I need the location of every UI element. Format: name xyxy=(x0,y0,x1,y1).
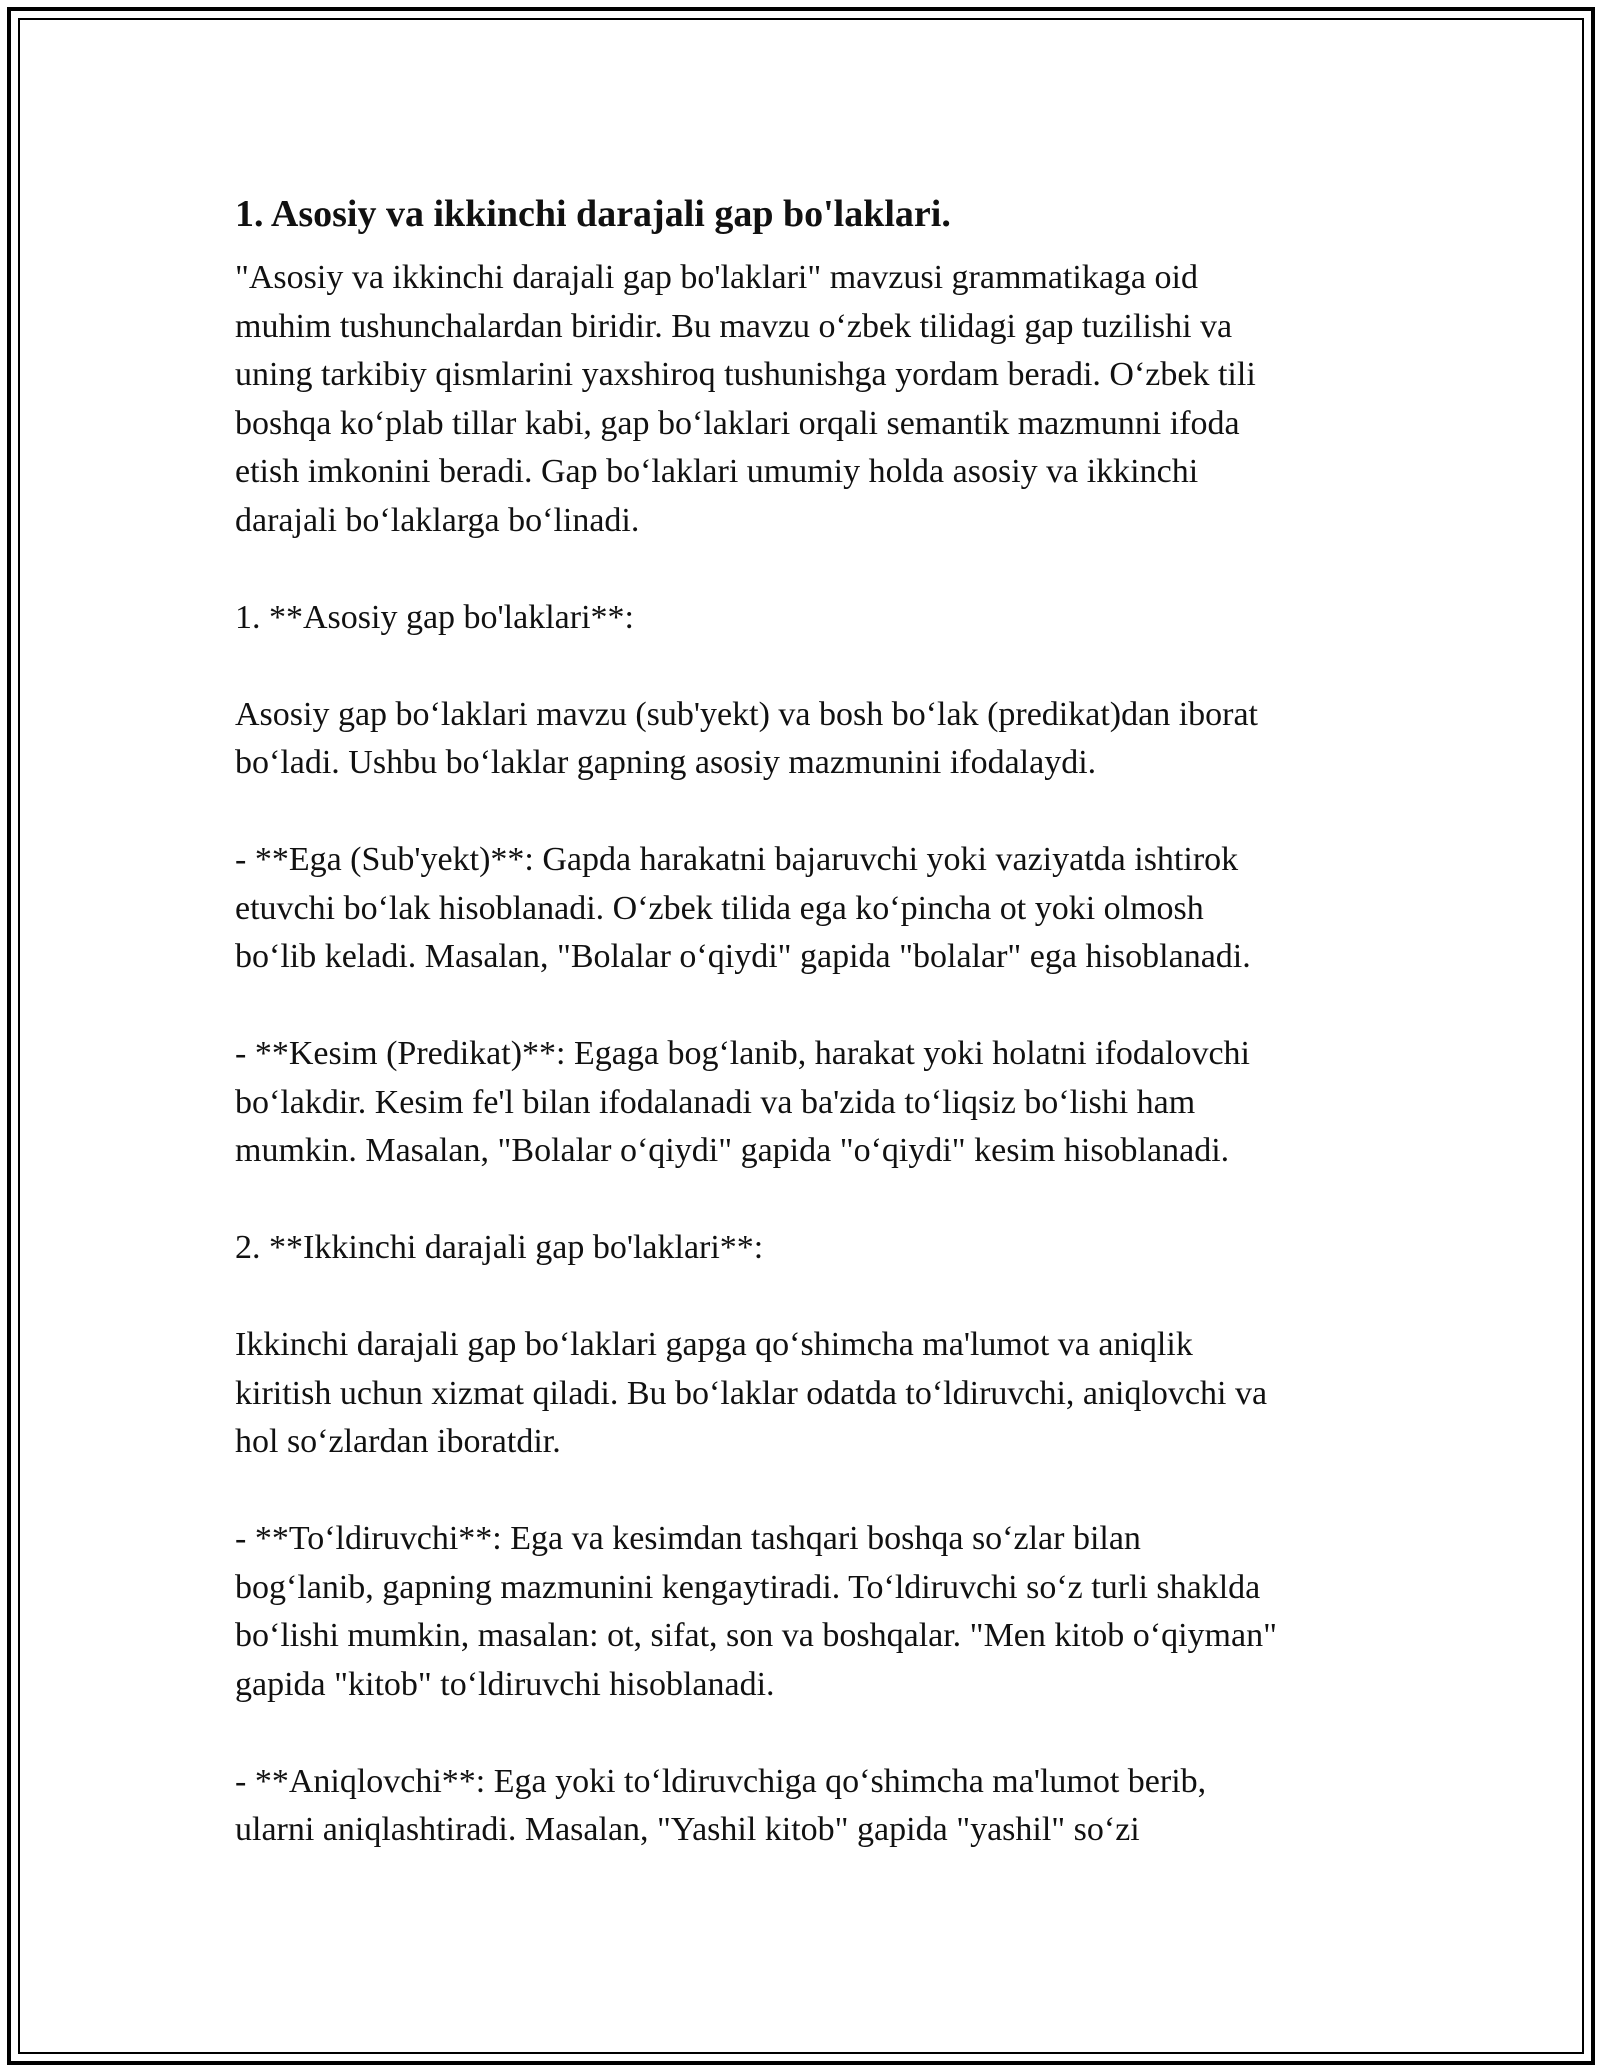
main-parts-paragraph: Asosiy gap bo‘laklari mavzu (sub'yekt) va bosh bo‘lak (predikat)dan iborat bo‘ladi. Ushbu bo‘laklar gapning asosiy mazmunini ifodalaydi. xyxy=(235,695,1259,781)
secondary-parts-paragraph: Ikkinchi darajali gap bo‘laklari gapga qo‘shimcha ma'lumot va aniqlik kiritish uchun xizmat qiladi. Bu bo‘laklar odatda to‘ldiruvchi, aniqlovchi va hol so‘zlardan iboratdir. xyxy=(235,1326,1268,1460)
predicate-paragraph: - **Kesim (Predikat)**: Egaga bog‘lanib, harakat yoki holatni ifodalovchi bo‘lakdir. Kesim fe'l bilan ifodalanadi va ba'zida to‘liqsiz bo‘lishi ham mumkin. Masalan, "Bolalar o‘qiydi" gapida "o‘qiydi" kesim hisoblanadi. xyxy=(235,1035,1251,1169)
object-paragraph: - **To‘ldiruvchi**: Ega va kesimdan tashqari boshqa so‘zlar bilan bog‘lanib, gapning mazmunini kengaytiradi. To‘ldiruvchi so‘z turli shaklda bo‘lishi mumkin, masalan: ot, sifat, son va boshqalar. "Men kitob o‘qiyman" gapida "kitob" to‘ldiruvchi hisoblanadi. xyxy=(235,1520,1277,1703)
section-heading-main-parts: 1. **Asosiy gap bo'laklari**: xyxy=(235,598,634,636)
document-title: 1. Asosiy va ikkinchi darajali gap bo'laklari. xyxy=(235,193,951,235)
intro-paragraph: "Asosiy va ikkinchi darajali gap bo'laklari" mavzusi grammatikaga oid muhim tushunchalardan biridir. Bu mavzu o‘zbek tilidagi gap tuzilishi va uning tarkibiy qismlarini yaxshiroq tushunishga yordam beradi. O‘zbek tili boshqa ko‘plab tillar kabi, gap bo‘laklari orqali semantik mazmunni ifoda etish imkonini beradi. Gap bo‘laklari umumiy holda asosiy va ikkinchi darajali bo‘laklarga bo‘linadi. xyxy=(235,259,1256,539)
subject-paragraph: - **Ega (Sub'yekt)**: Gapda harakatni bajaruvchi yoki vaziyatda ishtirok etuvchi bo‘lak hisoblanadi. O‘zbek tilida ega ko‘pincha ot yoki olmosh bo‘lib keladi. Masalan, "Bolalar o‘qiydi" gapida "bolalar" ega hisoblanadi. xyxy=(235,841,1251,975)
document-body xyxy=(235,190,1365,1903)
section-heading-secondary-parts: 2. **Ikkinchi darajali gap bo'laklari**: xyxy=(235,1229,764,1266)
attribute-paragraph: - **Aniqlovchi**: Ega yoki to‘ldiruvchiga qo‘shimcha ma'lumot berib, ularni aniqlashtiradi. Masalan, "Yashil kitob" gapida "yashil" so‘zi xyxy=(235,1762,1207,1848)
